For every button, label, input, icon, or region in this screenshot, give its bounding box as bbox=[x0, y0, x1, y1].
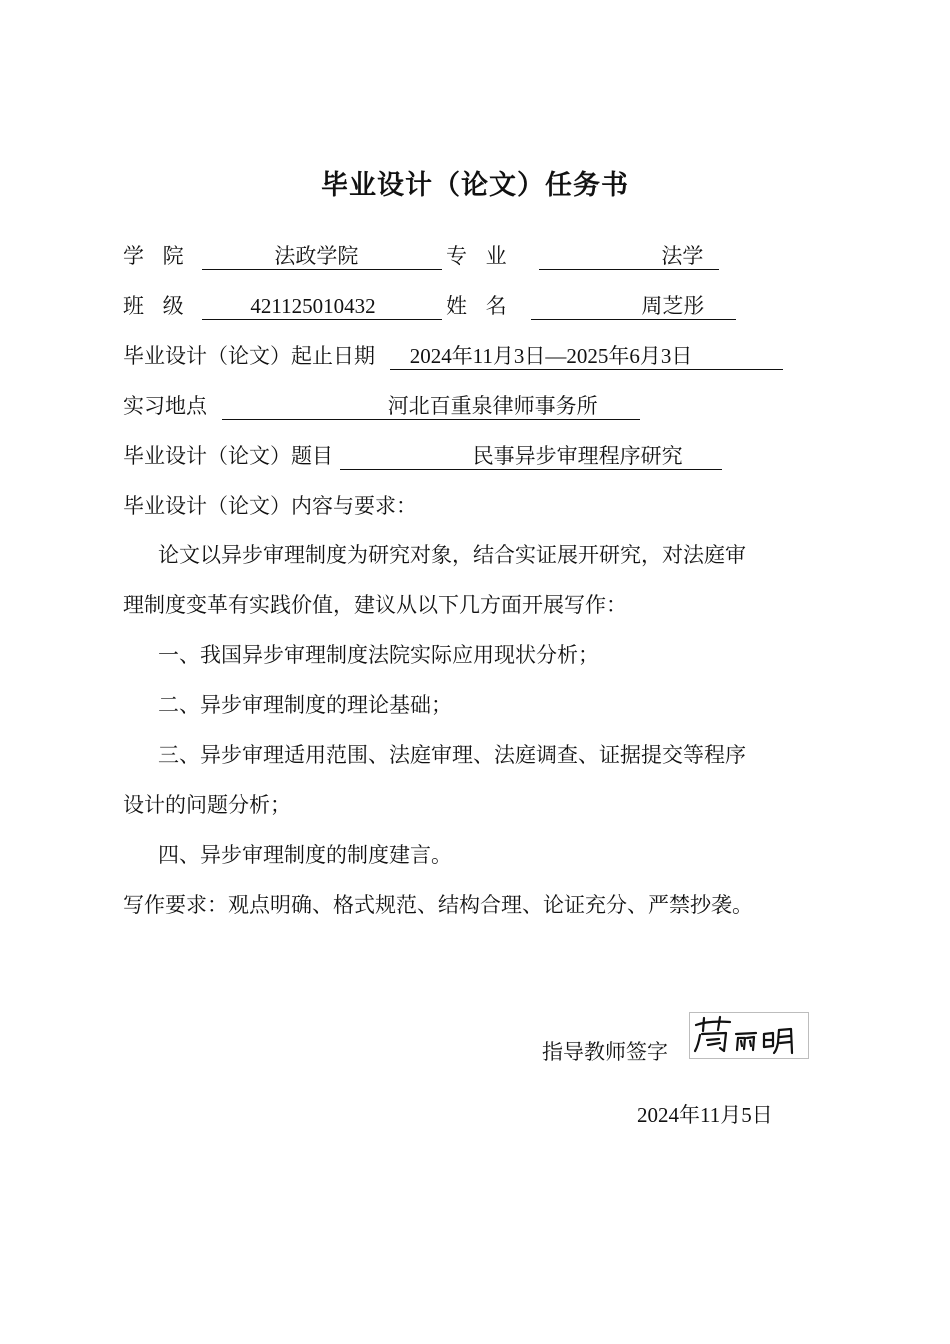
dates-underline bbox=[390, 343, 783, 370]
writing-requirements: 写作要求：观点明确、格式规范、结构合理、论证充分、严禁抄袭。 bbox=[123, 893, 753, 917]
topic-label: 毕业设计（论文）题目 bbox=[123, 444, 333, 468]
signature-scribble-icon bbox=[690, 1013, 808, 1058]
topic-value: 民事异步审理程序研究 bbox=[472, 444, 683, 468]
name-label: 姓 名 bbox=[446, 294, 513, 318]
list-item-4: 四、异步审理制度的制度建言。 bbox=[158, 843, 452, 867]
college-label: 学 院 bbox=[123, 244, 190, 268]
list-item-2: 二、异步审理制度的理论基础； bbox=[158, 693, 452, 717]
signature-date: 2024年11月5日 bbox=[637, 1103, 773, 1127]
internship-underline bbox=[222, 393, 640, 420]
major-label: 专 业 bbox=[446, 244, 513, 268]
college-underline bbox=[202, 243, 442, 270]
internship-value: 河北百重泉律师事务所 bbox=[387, 394, 598, 418]
major-value: 法学 bbox=[661, 244, 704, 268]
topic-underline bbox=[340, 443, 722, 470]
class-value: 421125010432 bbox=[250, 294, 376, 318]
internship-label: 实习地点 bbox=[123, 394, 207, 418]
list-item-3-line-2: 设计的问题分析； bbox=[123, 793, 291, 817]
class-label: 班 级 bbox=[123, 294, 190, 318]
college-field-row bbox=[123, 242, 442, 270]
document-title: 毕业设计（论文）任务书 bbox=[321, 170, 629, 201]
name-underline bbox=[531, 293, 736, 320]
class-field-row bbox=[123, 292, 442, 320]
college-value: 法政学院 bbox=[274, 244, 359, 268]
major-underline bbox=[539, 243, 719, 270]
internship-field-row bbox=[123, 392, 640, 420]
paragraph-intro-line-2: 理制度变革有实践价值，建议从以下几方面开展写作： bbox=[123, 593, 627, 617]
paragraph-intro-line-1: 论文以异步审理制度为研究对象，结合实证展开研究，对法庭审 bbox=[158, 543, 746, 567]
dates-field-row bbox=[123, 342, 783, 370]
name-value: 周芝彤 bbox=[641, 294, 705, 318]
topic-field-row bbox=[123, 442, 722, 470]
dates-value: 2024年11月3日—2025年6月3日 bbox=[409, 344, 693, 368]
major-field-row bbox=[446, 242, 719, 270]
handwritten-signature-image bbox=[689, 1012, 809, 1059]
dates-label: 毕业设计（论文）起止日期 bbox=[123, 344, 375, 368]
supervisor-signature-label: 指导教师签字 bbox=[542, 1040, 668, 1064]
class-underline bbox=[202, 293, 442, 320]
content-heading: 毕业设计（论文）内容与要求： bbox=[123, 494, 417, 518]
list-item-1: 一、我国异步审理制度法院实际应用现状分析； bbox=[158, 643, 599, 667]
list-item-3-line-1: 三、异步审理适用范围、法庭审理、法庭调查、证据提交等程序 bbox=[158, 743, 746, 767]
name-field-row bbox=[446, 292, 736, 320]
